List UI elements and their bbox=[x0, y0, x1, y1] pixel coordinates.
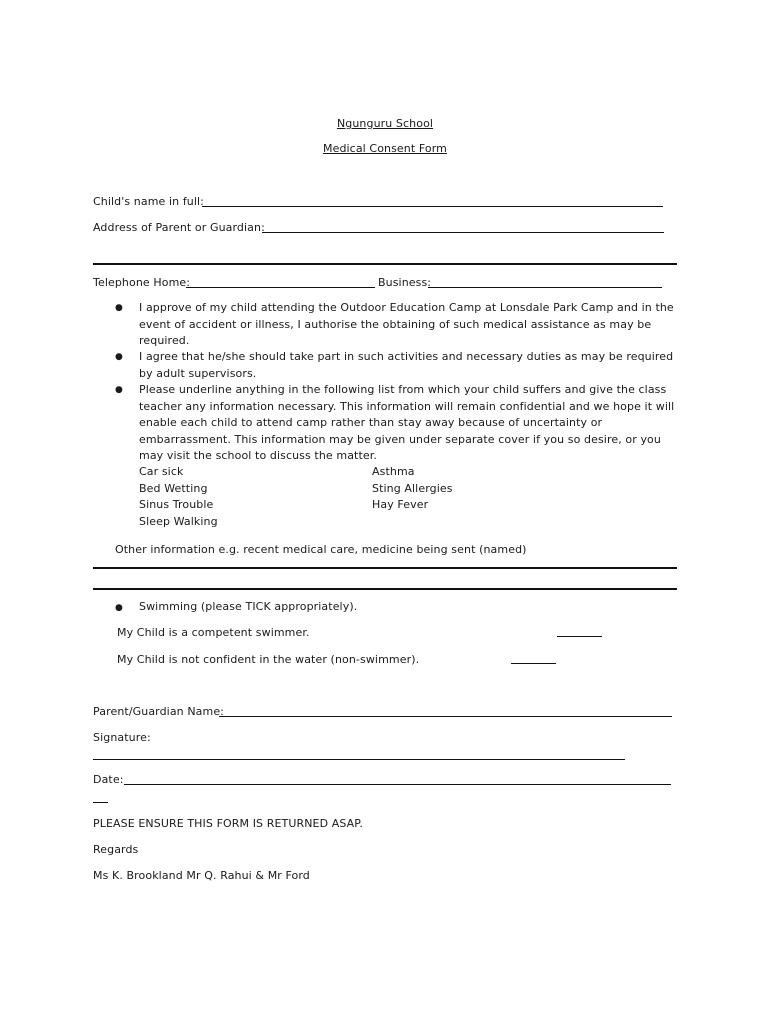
condition-car-sick[interactable]: Car sick bbox=[139, 465, 184, 478]
telephone-home-field[interactable] bbox=[186, 287, 375, 288]
date-field-continuation[interactable] bbox=[93, 802, 108, 803]
business-label: Business: bbox=[378, 276, 432, 289]
non-swimmer-tick[interactable] bbox=[511, 663, 556, 664]
address-line-2[interactable] bbox=[93, 263, 677, 265]
other-info-label: Other information e.g. recent medical care, medicine being sent (named) bbox=[115, 543, 527, 556]
condition-bed-wetting[interactable]: Bed Wetting bbox=[139, 482, 208, 495]
signatories-text: Ms K. Brookland Mr Q. Rahui & Mr Ford bbox=[93, 869, 310, 882]
swimming-heading: Swimming (please TICK appropriately). bbox=[139, 600, 358, 613]
guardian-name-field[interactable] bbox=[219, 716, 672, 717]
business-phone-field[interactable] bbox=[428, 287, 662, 288]
regards-text: Regards bbox=[93, 843, 139, 856]
child-name-label: Child's name in full: bbox=[93, 195, 204, 208]
return-notice: PLEASE ENSURE THIS FORM IS RETURNED ASAP. bbox=[93, 817, 363, 830]
signature-label: Signature: bbox=[93, 731, 151, 744]
underline-paragraph: Please underline anything in the following list from which your child suffers and give the class teacher any information necessary. This information will remain confidential and we hope it will enable each child to attend camp rather than stay away because of uncertainty or embarrassment. This information may be given under separate cover if you so desire, or you may visit the school to discuss the matter. bbox=[139, 383, 675, 462]
form-title: Medical Consent Form bbox=[322, 142, 447, 155]
address-label: Address of Parent or Guardian: bbox=[93, 221, 265, 234]
condition-sting-allergies[interactable]: Sting Allergies bbox=[372, 482, 453, 495]
telephone-home-label: Telephone Home: bbox=[93, 276, 191, 289]
agree-paragraph: I agree that he/she should take part in such activities and necessary duties as may be required by adult supervisors. bbox=[139, 350, 674, 380]
condition-hay-fever[interactable]: Hay Fever bbox=[372, 498, 429, 511]
competent-swimmer-tick[interactable] bbox=[557, 636, 602, 637]
bullet-dot: ● bbox=[115, 385, 123, 395]
date-field[interactable] bbox=[124, 784, 671, 785]
competent-swimmer-label: My Child is a competent swimmer. bbox=[117, 626, 310, 639]
bullet-dot: ● bbox=[115, 603, 123, 613]
non-swimmer-label: My Child is not confident in the water (non-swimmer). bbox=[117, 653, 420, 666]
bullet-dot: ● bbox=[115, 352, 123, 362]
signature-field[interactable] bbox=[93, 759, 625, 760]
condition-asthma[interactable]: Asthma bbox=[372, 465, 415, 478]
child-name-field[interactable] bbox=[202, 206, 663, 207]
bullet-dot: ● bbox=[115, 303, 123, 313]
address-field[interactable] bbox=[262, 232, 664, 233]
guardian-name-label: Parent/Guardian Name: bbox=[93, 705, 224, 718]
date-label: Date: bbox=[93, 773, 124, 786]
condition-sleep-walking[interactable]: Sleep Walking bbox=[139, 515, 218, 528]
other-info-line-1[interactable] bbox=[93, 567, 677, 569]
other-info-line-2[interactable] bbox=[93, 588, 677, 590]
condition-sinus-trouble[interactable]: Sinus Trouble bbox=[139, 498, 214, 511]
approve-paragraph: I approve of my child attending the Outdoor Education Camp at Lonsdale Park Camp and in the event of accident or illness, I authorise the obtaining of such medical assistance as may be required. bbox=[139, 301, 674, 347]
school-name: Ngunguru School bbox=[336, 117, 434, 130]
